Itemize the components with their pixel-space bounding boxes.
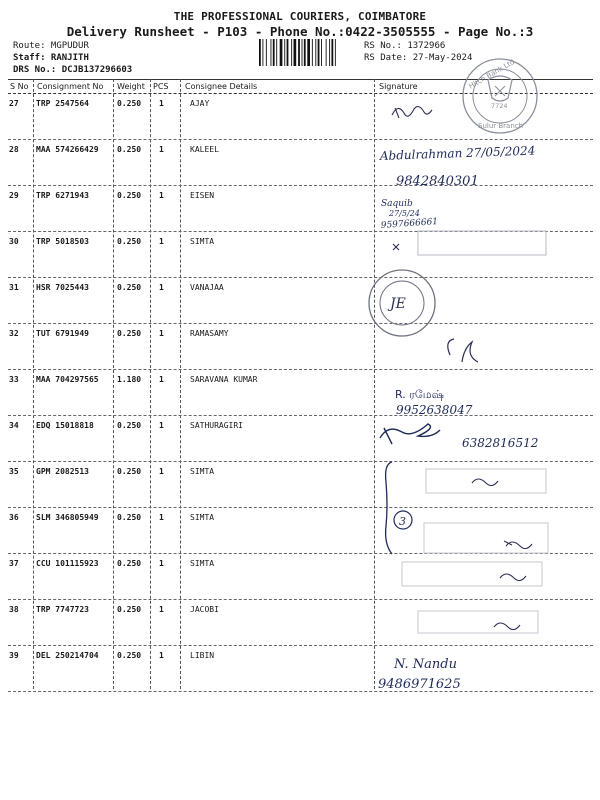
cell-weight: 0.250 [117, 145, 142, 154]
cell-sno: 30 [9, 237, 19, 246]
cell-sno: 27 [9, 99, 19, 108]
signature-row-34 [380, 424, 440, 444]
cell-consignment: TRP 5018503 [36, 237, 89, 246]
cell-consignee: JACOBI [190, 605, 219, 614]
cell-pcs: 1 [159, 145, 164, 154]
cell-sno: 36 [9, 513, 19, 522]
stamp-code: 7724 [491, 102, 508, 110]
route-label: Route: MGPUDUR [13, 41, 89, 51]
cell-sno: 34 [9, 421, 19, 430]
hw-r33-line1: R. ரமேஷ் [395, 388, 444, 401]
rs-number: RS No.: 1372966 [364, 41, 446, 51]
signature-row-32 [448, 339, 478, 362]
cell-consignment: TRP 6271943 [36, 191, 89, 200]
row-30-mark [393, 244, 399, 250]
col-pcs: PCS [153, 82, 169, 91]
cell-pcs: 1 [159, 375, 164, 384]
cell-pcs: 1 [159, 605, 164, 614]
cell-consignment: TRP 2547564 [36, 99, 89, 108]
rs-date: RS Date: 27-May-2024 [364, 53, 473, 63]
document-subtitle: Delivery Runsheet - P103 - Phone No.:0422-3505555 - Page No.:3 [66, 24, 534, 39]
stamp-bank-text: Hitch Bank Ltd. [467, 56, 518, 91]
stamp-mid-text: JE [390, 296, 406, 312]
cell-consignee: SIMTA [190, 237, 215, 246]
bracket [386, 462, 392, 554]
cell-sno: 28 [9, 145, 19, 154]
hw-r28-line1: Abdulrahman 27/05/2024 [379, 143, 536, 163]
cell-consignment: MAA 704297565 [36, 375, 99, 384]
signature-row-27 [392, 107, 432, 118]
cell-consignee: SARAVANA KUMAR [190, 375, 258, 384]
row-30-stamp [418, 231, 546, 255]
cell-pcs: 1 [159, 651, 164, 660]
cell-weight: 0.250 [117, 237, 142, 246]
hw-r29-line3: 9597666661 [380, 217, 439, 231]
hw-r34-line1: 6382816512 [462, 436, 539, 450]
hw-r33-line2: 9952638047 [396, 403, 473, 417]
cell-consignee: SIMTA [190, 513, 215, 522]
cell-sno: 35 [9, 467, 19, 476]
cell-sno: 32 [9, 329, 19, 338]
cell-consignment: EDQ 15018818 [36, 421, 94, 430]
cell-sno: 31 [9, 283, 19, 292]
cell-pcs: 1 [159, 283, 164, 292]
cell-weight: 0.250 [117, 467, 142, 476]
cell-consignment: TUT 6791949 [36, 329, 89, 338]
cell-pcs: 1 [159, 329, 164, 338]
cell-consignment: DEL 250214704 [36, 651, 99, 660]
cell-consignee: SATHURAGIRI [190, 421, 243, 430]
staff-label: Staff: RANJITH [13, 53, 89, 63]
col-sno: S No [10, 82, 29, 91]
faint-stamps [402, 469, 548, 633]
cell-consignment: CCU 101115923 [36, 559, 99, 568]
cell-pcs: 1 [159, 559, 164, 568]
small-signatures [472, 479, 532, 630]
drs-number: DRS No.: DCJB137296603 [13, 65, 133, 75]
cell-pcs: 1 [159, 237, 164, 246]
cell-consignee: SIMTA [190, 467, 215, 476]
hw-bracket-num: 3 [399, 515, 406, 528]
cell-pcs: 1 [159, 99, 164, 108]
cell-sno: 33 [9, 375, 19, 384]
cell-consignment: MAA 574266429 [36, 145, 99, 154]
cell-weight: 0.250 [117, 421, 142, 430]
cell-sno: 29 [9, 191, 19, 200]
cell-pcs: 1 [159, 513, 164, 522]
hw-r28-line2: 9842840301 [396, 174, 479, 189]
col-weight: Weight [117, 82, 145, 91]
cell-pcs: 1 [159, 467, 164, 476]
cell-weight: 0.250 [117, 513, 142, 522]
hw-r29-line2: 27/5/24 [389, 209, 420, 218]
stamp-branch-text: Sulur Branch [478, 122, 524, 130]
cell-sno: 39 [9, 651, 19, 660]
cell-pcs: 1 [159, 421, 164, 430]
cell-weight: 1.180 [117, 375, 142, 384]
cell-consignment: SLM 346805949 [36, 513, 99, 522]
cell-weight: 0.250 [117, 559, 142, 568]
cell-weight: 0.250 [117, 191, 142, 200]
cell-consignment: HSR 7025443 [36, 283, 89, 292]
hw-r39-line1: N. Nandu [394, 657, 458, 672]
cell-weight: 0.250 [117, 283, 142, 292]
cell-consignee: VANAJAA [190, 283, 224, 292]
cell-consignee: LIBIN [190, 651, 215, 660]
document-title: THE PROFESSIONAL COURIERS, COIMBATORE [173, 10, 427, 23]
cell-pcs: 1 [159, 191, 164, 200]
cell-weight: 0.250 [117, 329, 142, 338]
cell-consignee: KALEEL [190, 145, 219, 154]
cell-consignee: SIMTA [190, 559, 215, 568]
cell-consignee: EISEN [190, 191, 215, 200]
cell-consignment: GPM 2082513 [36, 467, 89, 476]
cell-consignment: TRP 7747723 [36, 605, 89, 614]
cell-consignee: AJAY [190, 99, 210, 108]
cell-sno: 37 [9, 559, 19, 568]
cell-weight: 0.250 [117, 99, 142, 108]
col-consignment: Consignment No [37, 82, 104, 91]
col-signature: Signature [379, 82, 418, 91]
cell-weight: 0.250 [117, 605, 142, 614]
hw-r39-line2: 9486971625 [378, 677, 461, 692]
col-consignee: Consignee Details [185, 82, 258, 91]
cell-sno: 38 [9, 605, 19, 614]
cell-weight: 0.250 [117, 651, 142, 660]
cell-consignee: RAMASAMY [190, 329, 229, 338]
hw-r29-line1: Saquib [381, 199, 413, 209]
